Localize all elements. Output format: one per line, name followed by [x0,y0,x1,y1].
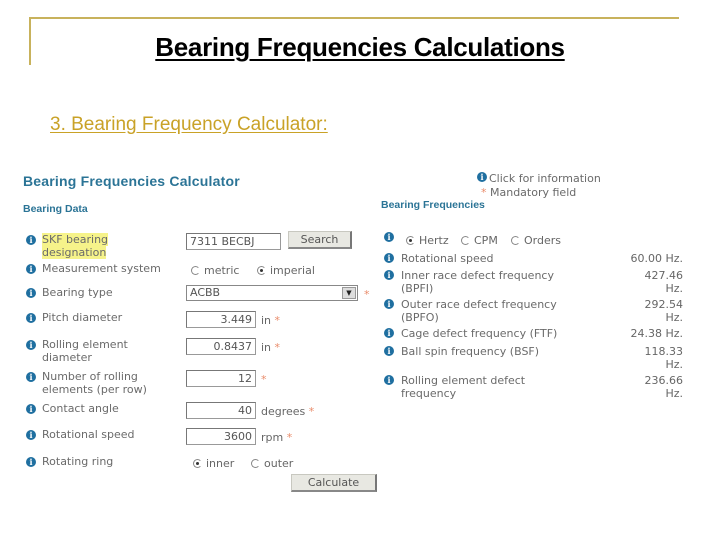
radio-orders-label: Orders [524,234,561,247]
frequency-value [590,374,683,400]
info-icon[interactable]: i [384,270,394,280]
calculator-title: Bearing Frequencies Calculator [23,173,240,189]
label-line1: Rolling element [42,338,128,351]
rotational-speed-unit [261,431,292,444]
info-icon[interactable]: i [26,264,36,274]
rolling-element-diameter-input[interactable]: 0.8437 [186,338,256,355]
legend-mandatory [481,186,576,199]
slide-frame-top-rule [29,17,679,19]
radio-hertz-label: Hertz [419,234,449,247]
contact-angle-unit [261,405,314,418]
info-icon[interactable]: i [26,340,36,350]
required-mark: * [481,186,487,199]
radio-button-on[interactable] [193,459,202,468]
slide-title: Bearing Frequencies Calculations [155,32,565,62]
radio-button-off[interactable] [251,459,260,468]
required-mark: * [274,314,281,327]
frequency-value [590,269,683,295]
frequency-label [401,269,554,295]
required-mark: * [274,341,281,354]
value-line2: Hz. [665,387,683,400]
skf-designation-input[interactable]: 7311 BECBJ [186,233,281,250]
label-line1: Inner race defect frequency [401,269,554,282]
label-line2: (BPFI) [401,282,434,295]
radio-button-off[interactable] [511,236,520,245]
required-mark: * [261,373,267,386]
radio-button-off[interactable] [191,266,200,275]
radio-metric[interactable] [191,264,239,277]
info-icon[interactable]: i [26,404,36,414]
contact-angle-input[interactable]: 40 [186,402,256,419]
skf-designation-label-line1: SKF bearing [42,233,109,246]
label-line2: (BPFO) [401,311,439,324]
unit-label: rpm [261,431,284,444]
slide-subtitle: 3. Bearing Frequency Calculator: [50,114,328,135]
radio-hertz[interactable] [406,234,449,247]
rotational-speed-label: Rotational speed [42,428,135,441]
frequency-value [590,298,683,324]
rotating-ring-label: Rotating ring [42,455,114,468]
chevron-down-icon[interactable]: ▼ [342,287,356,299]
required-mark: * [308,405,315,418]
radio-metric-label: metric [204,264,240,277]
pitch-diameter-label: Pitch diameter [42,311,123,324]
unit-label: in [261,341,272,354]
skf-designation-label-line2: designation [42,246,107,259]
bearing-type-label: Bearing type [42,286,113,299]
info-icon[interactable]: i [384,346,394,356]
info-icon[interactable]: i [26,288,36,298]
info-icon[interactable]: i [26,430,36,440]
label-line1: Outer race defect frequency [401,298,557,311]
value-line1: 292.54 [644,298,683,311]
rotational-speed-input[interactable]: 3600 [186,428,256,445]
frequency-label [401,374,525,400]
rolling-element-diameter-unit [261,341,280,354]
info-icon[interactable]: i [26,313,36,323]
frequency-label: Ball spin frequency (BSF) [401,345,540,358]
label-line2: diameter [42,351,92,364]
radio-button-on[interactable] [406,236,415,245]
label-line2: frequency [401,387,457,400]
frequency-label: Rotational speed [401,252,494,265]
frequency-value: 60.00 Hz. [630,252,683,265]
radio-button-off[interactable] [461,236,470,245]
value-line2: Hz. [665,282,683,295]
radio-inner[interactable] [193,457,234,470]
frequency-label [401,298,557,324]
label-line1: Rolling element defect [401,374,526,387]
bearing-type-selected-value: ACBB [190,286,221,299]
frequency-value: 24.38 Hz. [630,327,683,340]
info-icon[interactable]: i [26,457,36,467]
number-of-elements-label [42,370,147,396]
pitch-diameter-unit [261,314,280,327]
contact-angle-label: Contact angle [42,402,119,415]
bearing-frequencies-section-title: Bearing Frequencies [381,199,485,211]
radio-outer-label: outer [264,457,294,470]
bearing-data-section-title: Bearing Data [23,203,88,215]
info-icon[interactable]: i [26,235,36,245]
value-line1: 118.33 [644,345,683,358]
frequency-label: Cage defect frequency (FTF) [401,327,558,340]
unit-label: in [261,314,272,327]
info-icon[interactable]: i [384,328,394,338]
label-line1: Number of rolling [42,370,138,383]
radio-button-on[interactable] [257,266,266,275]
info-icon[interactable]: i [384,375,394,385]
pitch-diameter-input[interactable]: 3.449 [186,311,256,328]
required-mark: * [364,288,370,301]
info-icon[interactable]: i [26,372,36,382]
rolling-element-diameter-label [42,338,128,364]
info-icon[interactable]: i [384,253,394,263]
radio-outer[interactable] [251,457,293,470]
radio-cpm-label: CPM [474,234,498,247]
value-line2: Hz. [665,311,683,324]
value-line1: 427.46 [644,269,683,282]
label-line2: elements (per row) [42,383,147,396]
legend-info-text: Click for information [489,172,601,185]
frequency-value [590,345,683,371]
unit-label: degrees [261,405,306,418]
radio-cpm[interactable] [461,234,498,247]
radio-inner-label: inner [206,457,235,470]
info-icon[interactable]: i [384,299,394,309]
skf-designation-label [42,233,108,259]
radio-imperial-label: imperial [270,264,315,277]
info-icon[interactable]: i [384,232,394,242]
radio-orders[interactable] [511,234,561,247]
bearing-type-select[interactable] [186,285,358,301]
search-button[interactable]: Search [288,231,352,249]
calculate-button[interactable]: Calculate [291,474,377,492]
required-mark: * [286,431,293,444]
info-icon[interactable]: i [477,172,487,182]
value-line2: Hz. [665,358,683,371]
radio-imperial[interactable] [257,264,315,277]
legend-mandatory-text: Mandatory field [490,186,577,199]
number-of-elements-input[interactable]: 12 [186,370,256,387]
measurement-system-label: Measurement system [42,262,161,275]
value-line1: 236.66 [644,374,683,387]
